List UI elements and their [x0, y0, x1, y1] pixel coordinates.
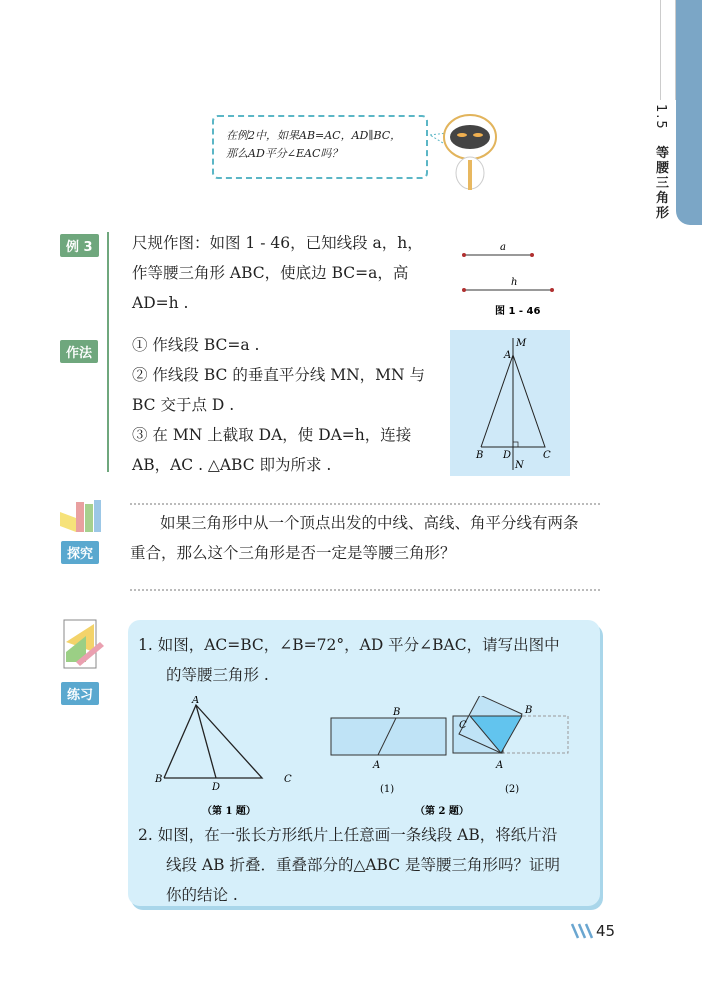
fig2-1-point-A: A — [373, 760, 381, 771]
explore-label: 探究 — [61, 541, 99, 564]
chapter-tab — [676, 0, 702, 225]
text-line: 尺规作图：如图 1 - 46，已知线段 a，h， — [132, 234, 423, 252]
text-line: ③ 在 MN 上截取 DA，使 DA=h，连接 — [132, 426, 412, 444]
bubble-line: 在例2中，如果AB=AC，AD∥BC， — [226, 129, 402, 142]
text-line: 的等腰三角形 . — [166, 666, 269, 684]
practice-figures — [150, 696, 600, 820]
text-line: 重合，那么这个三角形是否一定是等腰三角形？ — [130, 544, 456, 562]
fig1-point-A: A — [192, 696, 200, 706]
text-line: 2. 如图，在一张长方形纸片上任意画一条线段 AB，将纸片沿 — [138, 826, 558, 844]
page-number: 45 — [596, 922, 616, 940]
point-D: D — [503, 450, 512, 461]
speech-bubble — [212, 115, 428, 179]
books-icon — [56, 498, 108, 538]
segment-h-label: h — [511, 277, 518, 288]
text-line: 如果三角形中从一个顶点出发的中线、高线、角平分线有两条 — [160, 514, 579, 532]
fig2-2-point-B: B — [525, 705, 533, 716]
chapter-heading — [644, 104, 670, 221]
fig2-2-point-A: A — [496, 760, 504, 771]
divider — [130, 503, 600, 505]
divider — [130, 589, 600, 591]
page-stripes-icon — [570, 922, 596, 940]
figure-1-46 — [450, 238, 570, 478]
point-B: B — [476, 450, 484, 461]
segment-a-label: a — [500, 242, 506, 253]
text-line: ② 作线段 BC 的垂直平分线 MN，MN 与 — [132, 366, 426, 384]
point-C: C — [543, 450, 551, 461]
fig2-sub2: (2) — [505, 784, 520, 795]
bubble-line: 那么AD平分∠EAC吗？ — [226, 147, 343, 160]
question-2 — [138, 820, 598, 910]
fig1-caption: （第 1 题） — [202, 806, 256, 817]
point-M: M — [516, 338, 527, 349]
point-A: A — [504, 350, 512, 361]
clipboard-pencil-icon — [56, 612, 108, 674]
explore-text — [130, 508, 605, 568]
fig2-1-point-B: B — [393, 707, 401, 718]
point-N: N — [515, 460, 524, 471]
figure-caption: 图 1 - 46 — [495, 306, 541, 317]
fig1-point-C: C — [284, 774, 292, 785]
example-label: 例 3 — [60, 234, 99, 257]
section-line — [107, 232, 109, 472]
example-text — [132, 228, 442, 318]
fig1-point-B: B — [155, 774, 163, 785]
text-line: ① 作线段 BC=a . — [132, 336, 260, 354]
chapter-number: 1.5 — [653, 104, 668, 131]
chapter-title: 等腰三角形 — [653, 145, 668, 221]
text-line: 线段 AB 折叠．重叠部分的△ABC 是等腰三角形吗？证明 — [166, 856, 561, 874]
question-1 — [138, 630, 598, 690]
text-line: 你的结论 . — [166, 886, 238, 904]
text-line: AD=h . — [132, 294, 189, 312]
practice-label: 练习 — [61, 682, 99, 705]
fig1-point-D: D — [212, 782, 221, 793]
fig2-2-point-C: C — [459, 720, 467, 731]
text-line: AB，AC . △ABC 即为所求 . — [132, 456, 332, 474]
method-label: 作法 — [60, 340, 98, 363]
method-text — [132, 330, 442, 480]
text-line: 1. 如图，AC=BC，∠B=72°，AD 平分∠BAC，请写出图中 — [138, 636, 560, 654]
text-line: BC 交于点 D . — [132, 396, 235, 414]
fig2-sub1: (1) — [380, 784, 395, 795]
fig2-caption: （第 2 题） — [415, 806, 469, 817]
text-line: 作等腰三角形 ABC，使底边 BC=a，高 — [132, 264, 409, 282]
margin-lines — [660, 0, 676, 100]
robot-mascot-icon — [425, 105, 505, 195]
